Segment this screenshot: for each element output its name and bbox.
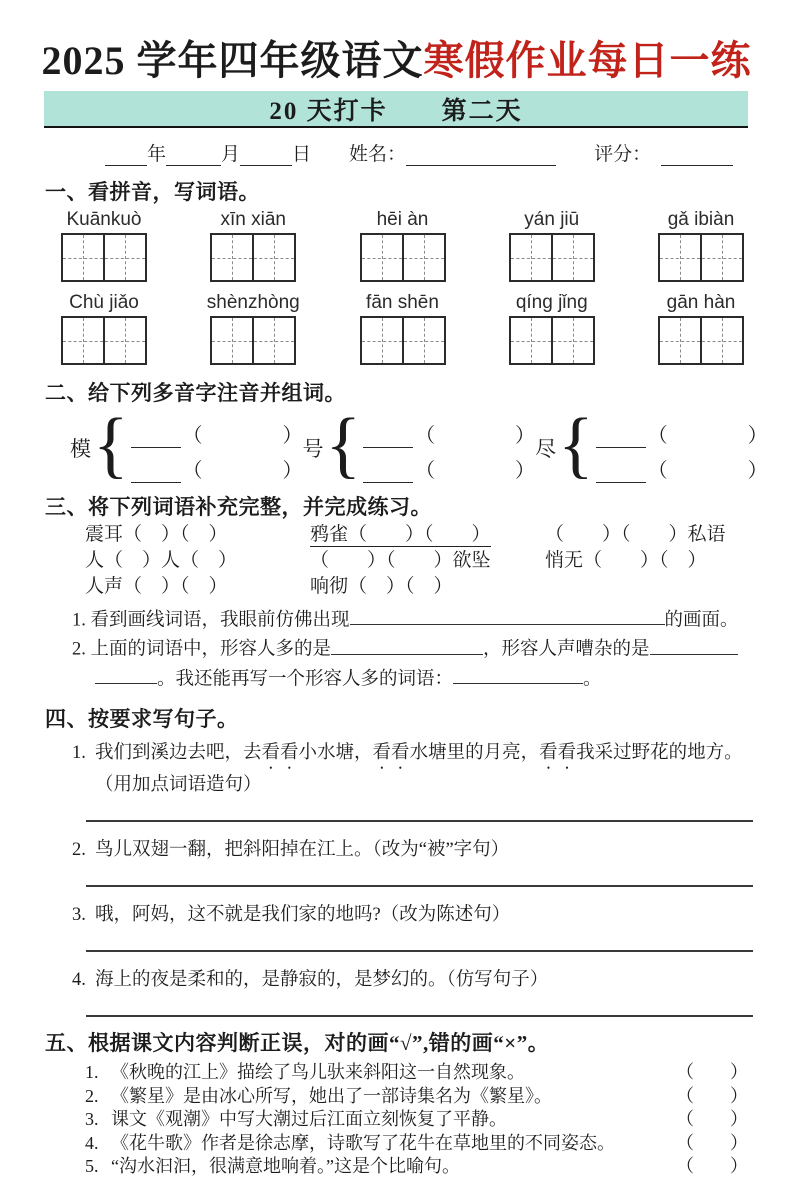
word-paren: （ ） bbox=[647, 460, 768, 482]
pinyin-blank bbox=[596, 461, 646, 483]
meta-line bbox=[0, 139, 793, 166]
question-number: 3. bbox=[85, 1109, 99, 1130]
question-text: 。 bbox=[583, 669, 602, 690]
pinyin-word bbox=[361, 208, 445, 282]
word-row bbox=[85, 522, 793, 547]
answer-line bbox=[86, 820, 753, 822]
pinyin-word bbox=[62, 291, 146, 365]
word-paren: （ ） bbox=[182, 425, 303, 447]
month-label: 月 bbox=[221, 144, 241, 165]
writing-grid bbox=[210, 233, 296, 282]
section1-heading: 一、看拼音，写词语。 bbox=[45, 180, 260, 204]
writing-grid bbox=[509, 316, 595, 365]
brace-glyph: { bbox=[558, 403, 594, 486]
year-label: 年 bbox=[147, 144, 167, 165]
answer-line bbox=[86, 885, 753, 887]
pinyin-label: yán jiū bbox=[524, 209, 580, 230]
year-blank bbox=[105, 145, 147, 166]
writing-grid bbox=[360, 233, 446, 282]
answer-blank bbox=[350, 605, 665, 625]
word-paren: （ ） bbox=[647, 425, 768, 447]
pinyin-label: gǎ ibiàn bbox=[667, 209, 735, 230]
section3-question-2-line2 bbox=[0, 664, 793, 693]
statement-text: 《繁星》是由冰心所写，她出了一部诗集名为《繁星》。 bbox=[111, 1085, 552, 1106]
question-text: 鸟儿双翅一翻，把斜阳掉在江上。（改为“被”字句） bbox=[95, 840, 510, 861]
name-label: 姓名： bbox=[349, 144, 407, 165]
pinyin-word bbox=[361, 291, 445, 365]
writing-grid bbox=[61, 233, 147, 282]
statement-text: “沟水汩汩，很满意地响着。”这是个比喻句。 bbox=[111, 1156, 460, 1177]
true-false-item bbox=[0, 1132, 793, 1156]
polyphone-char: 号 bbox=[302, 437, 324, 461]
section2-heading: 二、给下列多音字注音并组词。 bbox=[45, 381, 346, 405]
statement-text: 《秋晚的江上》描绘了鸟儿驮来斜阳这一自然现象。 bbox=[111, 1062, 525, 1083]
question-text: 2. 上面的词语中，形容人多的是 bbox=[72, 639, 332, 660]
pinyin-blank bbox=[131, 461, 181, 483]
polyphone-answer-row bbox=[363, 413, 535, 448]
pinyin-label: qíng jǐng bbox=[515, 292, 588, 313]
section5-items bbox=[0, 1061, 793, 1179]
polyphone-answer-row bbox=[131, 448, 303, 483]
polyphone-answer-row bbox=[131, 413, 303, 448]
pinyin-blank bbox=[596, 426, 646, 448]
polyphone-group bbox=[70, 403, 303, 486]
dotted-word: 看看 bbox=[372, 743, 410, 764]
section3-question-2-line1 bbox=[0, 634, 793, 663]
polyphone-char: 尽 bbox=[535, 437, 557, 461]
question-number: 2. bbox=[85, 1085, 99, 1106]
banner-text: 20 天打卡 第二天 bbox=[269, 97, 523, 125]
question-number: 2. bbox=[72, 840, 86, 861]
writing-grid bbox=[61, 316, 147, 365]
day-label: 日 bbox=[292, 144, 312, 165]
dotted-word: 看看 bbox=[261, 743, 299, 764]
question-text: 的画面。 bbox=[664, 610, 739, 631]
question-text: 1. 看到画线词语，我眼前仿佛出现 bbox=[72, 610, 350, 631]
pinyin-label: shènzhòng bbox=[206, 292, 300, 313]
answer-blank bbox=[650, 634, 738, 654]
word-paren: （ ） bbox=[415, 425, 536, 447]
section3-question-1 bbox=[0, 605, 793, 634]
polyphone-group bbox=[535, 403, 768, 486]
statement-text: 课文《观潮》中写大潮过后江面立刻恢复了平静。 bbox=[111, 1109, 507, 1130]
answer-blank bbox=[453, 664, 583, 684]
section4-question-2 bbox=[0, 838, 793, 863]
pinyin-word bbox=[206, 291, 300, 365]
score-label: 评分： bbox=[594, 144, 652, 165]
section4-question-1 bbox=[0, 741, 793, 798]
score-blank bbox=[661, 145, 733, 166]
writing-grid bbox=[360, 316, 446, 365]
question-text: 海上的夜是柔和的，是静寂的，是梦幻的。（仿写句子） bbox=[95, 970, 549, 991]
pinyin-blank bbox=[131, 426, 181, 448]
pinyin-label: hēi àn bbox=[376, 209, 429, 230]
word-item: （ ）（ ）欲坠 bbox=[310, 550, 491, 571]
writing-grid bbox=[210, 316, 296, 365]
true-false-item bbox=[0, 1085, 793, 1109]
section4-question-4 bbox=[0, 968, 793, 993]
pinyin-label: xīn xiān bbox=[220, 209, 286, 230]
brace-glyph: { bbox=[325, 403, 362, 486]
question-text: 哦，阿妈，这不就是我们家的地吗?（改为陈述句） bbox=[95, 905, 511, 926]
word-item: 震耳（ ）（ ） bbox=[85, 524, 228, 545]
pinyin-word bbox=[659, 208, 743, 282]
word-item: 人（ ）人（ ） bbox=[85, 550, 238, 571]
pinyin-row-2 bbox=[0, 289, 793, 365]
word-item: 悄无（ ）（ ） bbox=[545, 550, 707, 571]
banner-day-badge bbox=[44, 91, 748, 128]
word-completion-grid bbox=[0, 522, 793, 599]
polyphone-answer-row bbox=[363, 448, 535, 483]
section5-heading: 五、根据课文内容判断正误，对的画“√”,错的画“×”。 bbox=[45, 1031, 550, 1056]
pinyin-blank bbox=[363, 461, 413, 483]
answer-paren: （ ） bbox=[676, 1062, 748, 1083]
true-false-item bbox=[0, 1108, 793, 1132]
word-row bbox=[85, 574, 793, 599]
answer-blank bbox=[95, 664, 157, 684]
question-number: 1. bbox=[85, 1062, 99, 1083]
page-title-red: 寒假作业每日一练 bbox=[423, 38, 752, 83]
word-item: 人声（ ）（ ） bbox=[85, 576, 228, 597]
question-text: 我们到溪边去吧，去看看小水塘，看看水塘里的月亮，看看我采过野花的地方。（用加点词语造句） bbox=[95, 743, 743, 796]
answer-blank bbox=[331, 634, 483, 654]
writing-grid bbox=[658, 233, 744, 282]
word-row bbox=[85, 548, 793, 573]
answer-line bbox=[86, 950, 753, 952]
pinyin-word bbox=[659, 291, 743, 365]
brace-glyph: { bbox=[93, 403, 129, 486]
polyphone-char: 模 bbox=[70, 437, 91, 461]
question-number: 4. bbox=[72, 970, 86, 991]
polyphone-answer-row bbox=[596, 413, 768, 448]
section4-question-3 bbox=[0, 903, 793, 928]
pinyin-word bbox=[211, 208, 295, 282]
answer-paren: （ ） bbox=[676, 1156, 748, 1177]
dotted-word: 看看 bbox=[539, 743, 577, 764]
pinyin-label: Kuānkuò bbox=[66, 209, 142, 230]
word-item-underlined: 鸦雀（ ）（ ） bbox=[310, 524, 491, 545]
pinyin-label: fān shēn bbox=[366, 292, 439, 313]
word-paren: （ ） bbox=[182, 460, 303, 482]
question-text: ，形容人声嘈杂的是 bbox=[483, 639, 650, 660]
answer-paren: （ ） bbox=[676, 1109, 748, 1130]
page-title bbox=[0, 38, 793, 84]
name-blank bbox=[406, 145, 556, 166]
section3-heading: 三、将下列词语补充完整，并完成练习。 bbox=[45, 495, 432, 519]
word-paren: （ ） bbox=[415, 460, 536, 482]
pinyin-word bbox=[62, 208, 146, 282]
statement-text: 《花牛歌》作者是徐志摩，诗歌写了花牛在草地里的不同姿态。 bbox=[111, 1132, 615, 1153]
writing-grid bbox=[509, 233, 595, 282]
writing-grid bbox=[658, 316, 744, 365]
question-number: 5. bbox=[85, 1156, 99, 1177]
answer-paren: （ ） bbox=[676, 1132, 748, 1153]
day-blank bbox=[240, 145, 292, 166]
polyphone-group bbox=[302, 403, 536, 486]
section4-heading: 四、按要求写句子。 bbox=[45, 707, 239, 732]
pinyin-label: Chù jiǎo bbox=[69, 292, 139, 313]
question-text: 。我还能再写一个形容人多的词语： bbox=[157, 669, 454, 690]
word-item: （ ）（ ）私语 bbox=[545, 524, 726, 545]
pinyin-word bbox=[510, 208, 594, 282]
question-number: 3. bbox=[72, 905, 86, 926]
true-false-item bbox=[0, 1061, 793, 1085]
polyphone-groups bbox=[0, 403, 793, 486]
question-number: 1. bbox=[72, 743, 86, 764]
answer-paren: （ ） bbox=[676, 1085, 748, 1106]
answer-line bbox=[86, 1015, 753, 1017]
month-blank bbox=[166, 145, 221, 166]
pinyin-word bbox=[510, 291, 594, 365]
polyphone-answer-row bbox=[596, 448, 768, 483]
true-false-item bbox=[0, 1155, 793, 1179]
word-item: 响彻（ ）（ ） bbox=[310, 576, 453, 597]
question-number: 4. bbox=[85, 1132, 99, 1153]
pinyin-blank bbox=[363, 426, 413, 448]
pinyin-label: gān hàn bbox=[666, 292, 736, 313]
pinyin-row-1 bbox=[0, 206, 793, 282]
page-title-black: 2025 学年四年级语文 bbox=[41, 38, 424, 83]
